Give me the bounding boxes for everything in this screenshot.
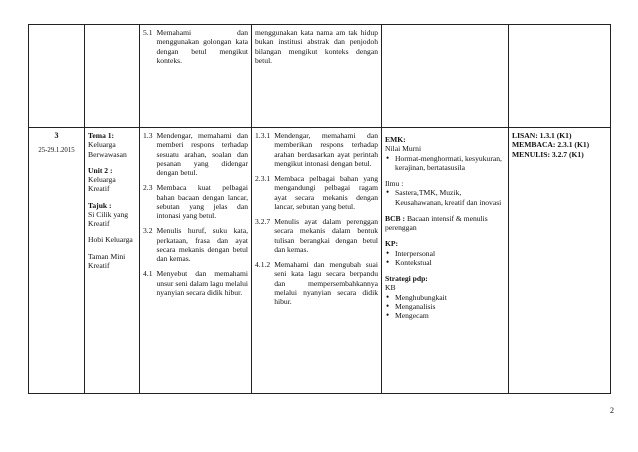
emk-cell [382,128,509,394]
list-item [143,131,248,177]
week-cell [29,128,85,394]
learning-text: Membaca pelbagai bahan yang mengandungi pelbagai ragam ayat secara mekanis dengan lancar, sebutan yang betul. [274,174,378,211]
assessment-line: MENULIS: 3.2.7 (K1) [512,149,584,159]
list-item [143,226,248,263]
list-item: • Mengecam [385,311,505,320]
bcb-text: Bacaan intensif & menulis perenggan [385,213,488,232]
learning-number: 4.1.2 [255,260,271,269]
page-number: 2 [610,406,614,415]
hobi-text: Hobi Keluarga [88,235,133,245]
unit-value: Keluarga Kreatif [88,175,116,194]
ilmu-list [385,188,505,207]
learning-number: 1.3.1 [255,131,271,140]
standard-number: 3.2 [143,226,153,236]
learning-number: 3.2.7 [255,217,271,226]
learning-standard-cell: menggunakan kata nama am tak hidup bukan institusi abstrak dan penjodoh bilangan mengikut konteks dengan betul. [252,25,382,128]
list-item [255,131,378,168]
learning-text: Menulis ayat dalam perenggan secara mekanis dalam bentuk tulisan berangkai dengan betul dan kemas. [274,217,378,254]
content-standard-cell [140,128,252,394]
emk-label: EMK: [385,135,406,144]
list-item [255,217,378,254]
kp-list [385,249,505,268]
list-item: • Interpersonal [385,249,505,258]
week-cell [29,25,85,128]
standard-number: 2.3 [143,183,153,193]
standard-number: 5.1 [143,28,153,37]
standard-text: Membaca kuat pelbagai bahan bacaan dengan lancar, sebutan yang jelas dan intonasi yang betul. [156,183,248,220]
list-item: • Hormat-menghormati, kesyukuran, kerajinan, bertatasusila [385,154,505,173]
list-item: • Menganalisis [385,302,505,311]
assessment-cell [509,25,611,128]
content-standard-cell [140,25,252,128]
strategi-sub: KB [385,283,396,293]
nilai-label: Nilai Murni [385,144,422,154]
table-row [29,128,611,394]
theme-cell [85,25,140,128]
strategi-label: Strategi pdp: [385,274,428,283]
list-item [143,269,248,297]
assessment-line: LISAN: 1.3.1 (K1) [512,131,572,140]
theme-cell [85,128,140,394]
assessment-cell [509,128,611,394]
emk-cell [382,25,509,128]
standard-number: 1.3 [143,131,153,140]
tema-label: Tema 1: [88,131,115,140]
list-item [255,174,378,211]
lesson-plan-table [28,24,611,394]
bcb-label: BCB : [385,213,406,223]
learning-number: 2.3.1 [255,174,271,183]
standard-number: 4.1 [143,269,153,279]
tajuk-value: Si Cilik yang Kreatif [88,209,129,228]
learning-standard-cell [252,128,382,394]
unit-label: Unit 2 : [88,165,113,175]
learning-text: Mendengar, memahami dan memberikan respons terhadap arahan berdasarkan ayat perintah mengikut intonasi dengan betul. [274,131,378,168]
list-item: • Sastera,TMK, Muzik, Keusahawanan, kreatif dan inovasi [385,188,505,207]
week-number: 3 [54,131,59,140]
standard-text: Menyebut dan memahami unsur seni dalam lagu melalui nyanyian secara didik hibur. [156,269,248,297]
list-item [255,260,378,306]
ilmu-label: Ilmu : [385,179,404,188]
standard-text: Menulis huruf, suku kata, perkataan, frasa dan ayat secara mekanis dengan betul dan kemas. [156,226,248,263]
table-row [29,25,611,128]
list-item: • Menghubungkait [385,293,505,302]
standard-text: Mendengar, memahami dan memberi respons terhadap sesuatu arahan, soalan dan pesanan yang didengar dengan betul. [156,131,248,177]
strategi-list [385,293,505,321]
taman-text: Taman Mini Kreatif [88,251,126,270]
tajuk-label: Tajuk : [88,200,112,210]
nilai-list [385,154,505,173]
kp-label: KP: [385,239,399,249]
list-item [143,183,248,220]
learning-text: Memahami dan mengubah suai seni kata lagu secara berpandu dan mempersembahkannya melalui nyanyian secara didik hibur. [274,260,378,306]
standard-text: Memahami dan menggunakan golongan kata dengan betul mengikut konteks. [156,28,248,65]
tema-value: Keluarga Berwawasan [88,140,127,159]
week-date: 25-29.1.2015 [38,146,75,154]
list-item: • Kontekstual [385,258,505,267]
assessment-line: MEMBACA: 2.3.1 (K1) [512,140,590,150]
